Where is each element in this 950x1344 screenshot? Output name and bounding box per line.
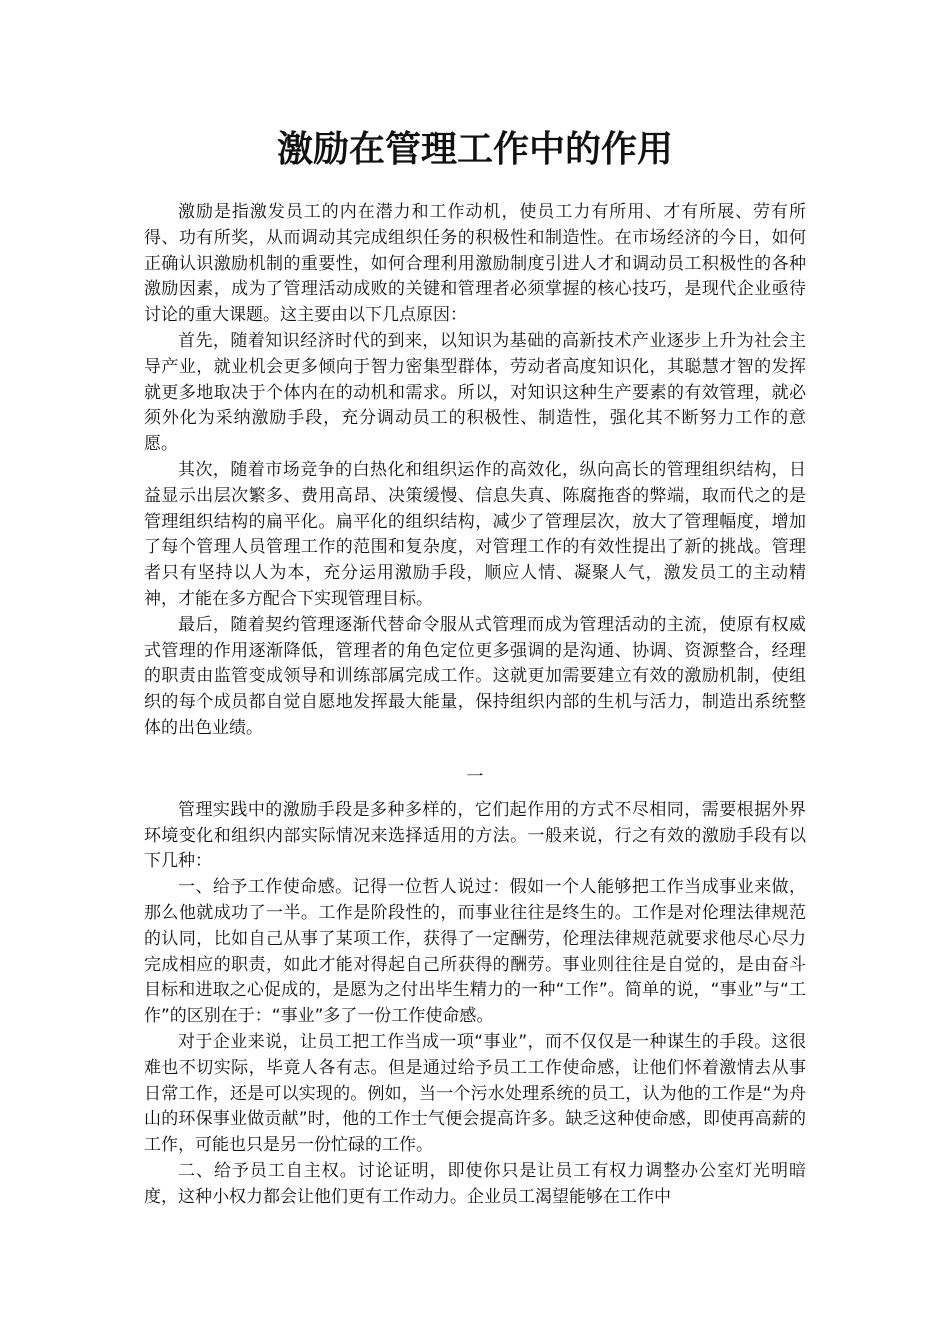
- document-body: [144, 200, 806, 1210]
- section-heading: 一: [466, 766, 484, 787]
- section-paragraph-4: 二、给予员工自主权。讨论证明，即使你只是让员工有权力调整办公室灯光明暗度，这种小权力都会让他们更有工作动力。企业员工渴望能够在工作中: [144, 1160, 806, 1207]
- intro-paragraph-2: 首先，随着知识经济时代的到来，以知识为基础的高新技术产业逐步上升为社会主导产业，就业机会更多倾向于智力密集型群体，劳动者高度知识化，其聪慧才智的发挥就更多地取决于个体内在的动机和需求。所以，对知识这种生产要素的有效管理，就必须外化为采纳激励手段，充分调动员工的积极性、制造性，强化其不断努力工作的意愿。: [144, 330, 806, 455]
- intro-paragraph-1: 激励是指激发员工的内在潜力和工作动机，使员工力有所用、才有所展、劳有所得、功有所奖，从而调动其完成组织任务的积极性和制造性。在市场经济的今日，如何正确认识激励机制的重要性，如何合理利用激励制度引进人才和调动员工积极性的各种激励因素，成为了管理活动成败的关键和管理者必须掌握的核心技巧，是现代企业亟待讨论的重大课题。这主要由以下几点原因：: [144, 202, 806, 326]
- section-paragraph-2: 一、给予工作使命感。记得一位哲人说过：假如一个人能够把工作当成事业来做，那么他就成功了一半。工作是阶段性的，而事业往往是终生的。工作是对伦理法律规范的认同，比如自己从事了某项工作，获得了一定酬劳，伦理法律规范就要求他尽心尽力完成相应的职责，如此才能对得起自己所获得的酬劳。事业则往往是自觉的，是由奋斗目标和进取之心促成的，是愿为之付出毕生精力的一种“工作”。简单的说，“事业”与“工作”的区别在于：“事业”多了一份工作使命感。: [144, 877, 806, 1027]
- document-title: 激励在管理工作中的作用: [276, 129, 673, 170]
- intro-paragraph-3: 其次，随着市场竞争的白热化和组织运作的高效化，纵向高长的管理组织结构，日益显示出层次繁多、费用高昂、决策缓慢、信息失真、陈腐拖沓的弊端，取而代之的是管理组织结构的扁平化。扁平化的组织结构，减少了管理层次，放大了管理幅度，增加了每个管理人员管理工作的范围和复杂度，对管理工作的有效性提出了新的挑战。管理者只有坚持以人为本，充分运用激励手段，顺应人情、凝聚人气，激发员工的主动精神，才能在多方配合下实现管理目标。: [144, 459, 806, 609]
- intro-paragraph-4: 最后，随着契约管理逐渐代替命令服从式管理而成为管理活动的主流，使原有权威式管理的作用逐渐降低，管理者的角色定位更多强调的是沟通、协调、资源整合，经理的职责由监管变成领导和训练部属完成工作。这就更加需要建立有效的激励机制，使组织的每个成员都自觉自愿地发挥最大能量，保持组织内部的生机与活力，制造出系统整体的出色业绩。: [144, 614, 806, 738]
- section-paragraph-3: 对于企业来说，让员工把工作当成一项“事业”，而不仅仅是一种谋生的手段。这很难也不切实际，毕竟人各有志。但是通过给予员工工作使命感，让他们怀着激情去从事日常工作，还是可以实现的。例如，当一个污水处理系统的员工，认为他的工作是“为舟山的环保事业做贡献”时，他的工作士气便会提高许多。缺乏这种使命感，即使再高薪的工作，可能也只是另一份忙碌的工作。: [144, 1031, 806, 1156]
- section-paragraph-1: 管理实践中的激励手段是多种多样的，它们起作用的方式不尽相同，需要根据外界环境变化和组织内部实际情况来选择适用的方法。一般来说，行之有效的激励手段有以下几种：: [144, 799, 806, 872]
